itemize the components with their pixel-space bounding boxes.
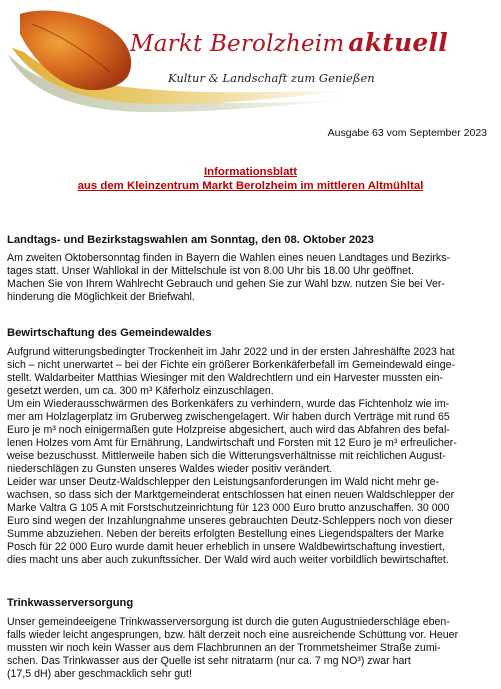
paragraph-line: niederschlägen zu Gunsten unseres Waldes wieder positiv verändert.: [7, 463, 333, 475]
paragraph-line: weise bezuschusst. Mittlerweile haben sich die Witterungsverhältnisse mit reichlichen August-: [7, 450, 446, 462]
issue-line: Ausgabe 63 vom September 2023: [327, 127, 487, 139]
paragraph-line: wachsen, so dass sich der Marktgemeinderat entschlossen hat einen neuen Waldschlepper der: [7, 489, 455, 501]
section-heading-wald: Bewirtschaftung des Gemeindewaldes: [7, 327, 212, 339]
section-body-wasser: [7, 616, 493, 681]
paragraph-line: Marke Valtra G 105 A mit Forstschutzeinrichtung für 123 000 Euro brutto anzuschaffen. 30 000: [7, 502, 450, 514]
paragraph-line: dies macht uns aber auch zukunftssicher. Der Wald wird auch weiter vorbildlich bewirtschaftet.: [7, 554, 449, 566]
paragraph-line: Euro je m³ noch einigermaßen gute Holzpreise abgesichert, auch wird das Abfahren des befal-: [7, 424, 450, 436]
paragraph-line: Euro sind wegen der Inzahlungnahme unseres gebrauchten Deutz-Schleppers noch von dieser: [7, 515, 453, 527]
section-body-wahlen: [7, 252, 493, 304]
masthead: [0, 0, 501, 120]
paragraph-line: hinderung die Möglichkeit der Briefwahl.: [7, 291, 195, 303]
paragraph-line: stellt. Waldarbeiter Matthias Wiesinger mit den Waldrechtlern und ein Harvester mussten ein-: [7, 372, 444, 384]
paragraph-line: lenen Holzes vom Amt für Ernährung, Landwirtschaft und Forsten mit 12 Euro je m³ erfreulicher-: [7, 437, 457, 449]
paragraph-line: schen. Das Trinkwasser aus der Quelle ist sehr nitratarm (nur ca. 7 mg NO³) zwar hart: [7, 655, 411, 667]
info-title: [0, 165, 501, 193]
paragraph-line: Posch für 22 000 Euro wurde damit heuer erheblich in unsere Waldbewirtschaftung investiert,: [7, 541, 445, 553]
masthead-title: [130, 28, 448, 57]
paragraph-line: sich – nicht unerwartet – bei der Fichte ein größerer Borkenkäferbefall im Gemeindewald einge-: [7, 359, 456, 371]
masthead-logo: [0, 0, 501, 120]
section-body-wald: [7, 346, 493, 567]
section-heading-wahlen: Landtags- und Bezirkstagswahlen am Sonntag, den 08. Oktober 2023: [7, 234, 374, 246]
info-title-line2: aus dem Kleinzentrum Markt Berolzheim im mittleren Altmühltal: [77, 180, 424, 192]
paragraph-line: Um ein Wiederausschwärmen des Borkenkäfers zu verhindern, wurde das Fichtenholz wie im-: [7, 398, 450, 410]
paragraph-line: Summe abzuziehen. Neben der bereits erfolgten Bestellung eines Liegendspalters der Marke: [7, 528, 444, 540]
paragraph-line: mussten wir noch kein Wasser aus dem Flachbrunnen an der Trommetsheimer Straße zumi-: [7, 642, 441, 654]
masthead-title-part2: aktuell: [348, 28, 448, 57]
paragraph-line: Am zweiten Oktobersonntag finden in Bayern die Wahlen eines neuen Landtages und Bezirks-: [7, 252, 451, 264]
paragraph-line: gesetzt werden, um ca. 300 m³ Käferholz einzuschlagen.: [7, 385, 274, 397]
paragraph-line: Aufgrund witterungsbedingter Trockenheit im Jahr 2022 und in der ersten Jahreshälfte 2023 hat: [7, 346, 455, 358]
paragraph-line: falls wieder leicht angesprungen, bzw. hält derzeit noch eine ausreichende Schüttung vor. Heuer: [7, 629, 459, 641]
masthead-subtitle: Kultur & Landschaft zum Genießen: [168, 71, 375, 85]
section-heading-wasser: Trinkwasserversorgung: [7, 597, 134, 609]
paragraph-line: mer am Holzlagerplatz im Gruberweg zwischengelagert. Wir haben durch Verträge mit rund 65: [7, 411, 450, 423]
masthead-title-part1: Markt Berolzheim: [130, 31, 345, 57]
paragraph-line: Leider war unser Deutz-Waldschlepper den Leistungsanforderungen im Wald nicht mehr ge-: [7, 476, 440, 488]
paragraph-line: Unser gemeindeeigene Trinkwasserversorgung ist durch die guten Augustniederschläge eben-: [7, 616, 450, 628]
info-title-line1: Informationsblatt: [203, 166, 298, 178]
paragraph-line: Machen Sie von Ihrem Wahlrecht Gebrauch und gehen Sie zur Wahl bzw. nutzen Sie bei Ver-: [7, 278, 445, 290]
paragraph-line: tages statt. Unser Wahllokal in der Mittelschule ist von 8.00 Uhr bis 18.00 Uhr geöffnet.: [7, 265, 414, 277]
paragraph-line: (17,5 dH) aber geschmacklich sehr gut!: [7, 668, 192, 680]
